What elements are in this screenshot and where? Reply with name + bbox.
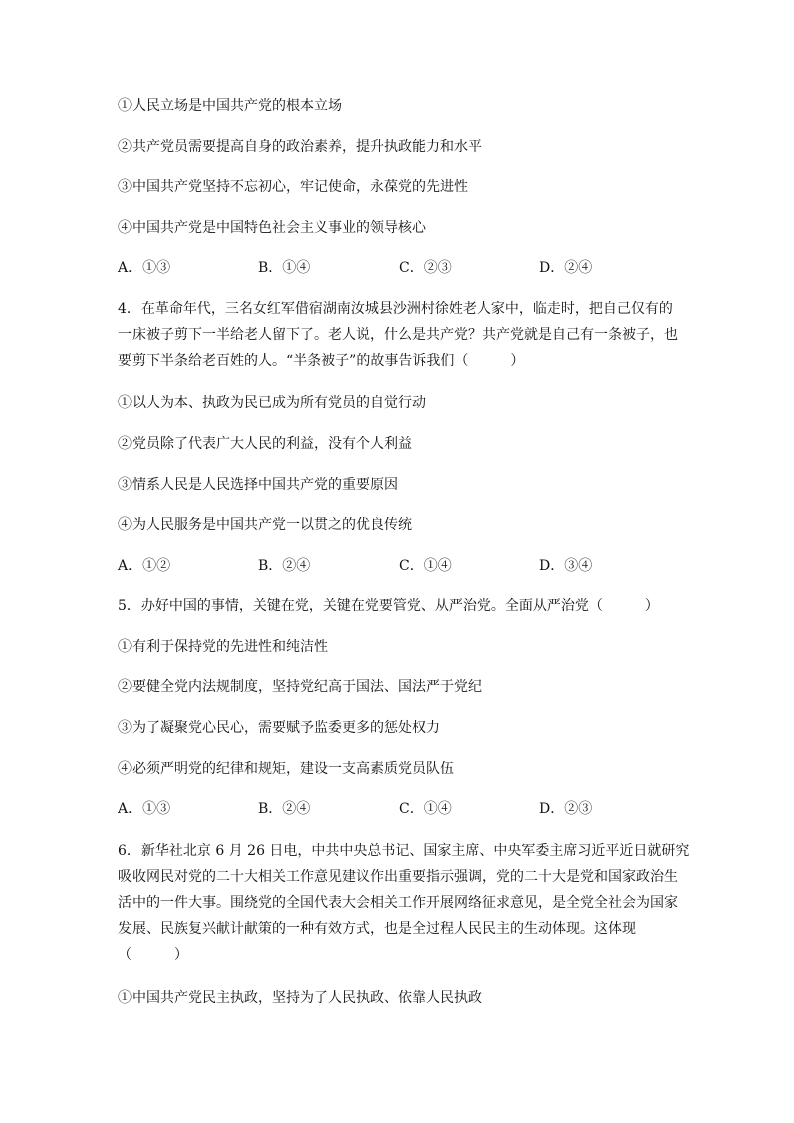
q3-option-b: B．①④ [258,260,311,276]
q6-stem [118,838,690,968]
q3-option-a: A．①③ [118,260,171,276]
q5-statement-2: ②要健全党内法规制度，坚持党纪高于国法、国法严于党纪 [118,679,482,695]
q4-statement-3: ③情系人民是人民选择中国共产党的重要原因 [118,477,398,493]
q4-statement-4: ④为人民服务是中国共产党一以贯之的优良传统 [118,517,412,533]
q4-stem-line-3: 要剪下半条给老百姓的人。“半条被子”的故事告诉我们（ ） [118,353,525,369]
q4-option-d: D．③④ [539,558,593,574]
q6-statement-1: ①中国共产党民主执政，坚持为了人民执政、依靠人民执政 [118,990,482,1006]
q3-options [118,258,680,278]
q4-stem-line-2: 一床被子剪下一半给老人留下了。老人说，什么是共产党？共产党就是自己有一条被子，也 [118,327,678,343]
q5-option-d: D．②③ [539,801,593,817]
q4-statement-1: ①以人为本、执政为民已成为所有党员的自觉行动 [118,395,426,411]
q3-statement-1: ①人民立场是中国共产党的根本立场 [118,98,342,114]
q3-option-d: D．②④ [539,260,593,276]
q6-stem-line-5: （ ） [118,947,188,963]
q5-options [118,799,680,819]
q3-option-c: C．②③ [399,260,452,276]
q4-option-b: B．②④ [258,558,311,574]
q6-stem-line-2: 吸收网民对党的二十大相关工作意见建议作出重要指示强调，党的二十大是党和国家政治生 [118,869,678,885]
q6-stem-line-4: 发展、民族复兴献计献策的一种有效方式，也是全过程人民民主的生动体现。这体现 [118,921,636,937]
q5-statement-3: ③为了凝聚党心民心，需要赋予监委更多的惩处权力 [118,720,440,736]
q4-options [118,556,680,576]
q3-statement-2: ②共产党员需要提高自身的政治素养，提升执政能力和水平 [118,139,482,155]
q4-stem-line-1: 4．在革命年代，三名女红军借宿湖南汝城县沙洲村徐姓老人家中，临走时，把自己仅有的 [118,301,673,317]
q3-statement-3: ③中国共产党坚持不忘初心，牢记使命，永葆党的先进性 [118,179,468,195]
q6-stem-line-1: 6．新华社北京 6 月 26 日电，中共中央总书记、国家主席、中央军委主席习近平近日就研究 [118,843,690,859]
q5-stem: 5．办好中国的事情，关键在党，关键在党要管党、从严治党。全面从严治党（ ） [118,598,659,614]
q4-option-a: A．①② [118,558,171,574]
q5-option-c: C．①④ [399,801,452,817]
q5-statement-1: ①有利于保持党的先进性和纯洁性 [118,639,328,655]
q6-stem-line-3: 活中的一件大事。围绕党的全国代表大会相关工作开展网络征求意见，是全党全社会为国家 [118,895,678,911]
q5-statement-4: ④必须严明党的纪律和规矩，建设一支高素质党员队伍 [118,761,454,777]
q4-stem [118,296,680,374]
q3-statement-4: ④中国共产党是中国特色社会主义事业的领导核心 [118,220,426,236]
q5-option-a: A．①③ [118,801,171,817]
q4-statement-2: ②党员除了代表广大人民的利益，没有个人利益 [118,436,412,452]
q5-option-b: B．②④ [258,801,311,817]
q4-option-c: C．①④ [399,558,452,574]
